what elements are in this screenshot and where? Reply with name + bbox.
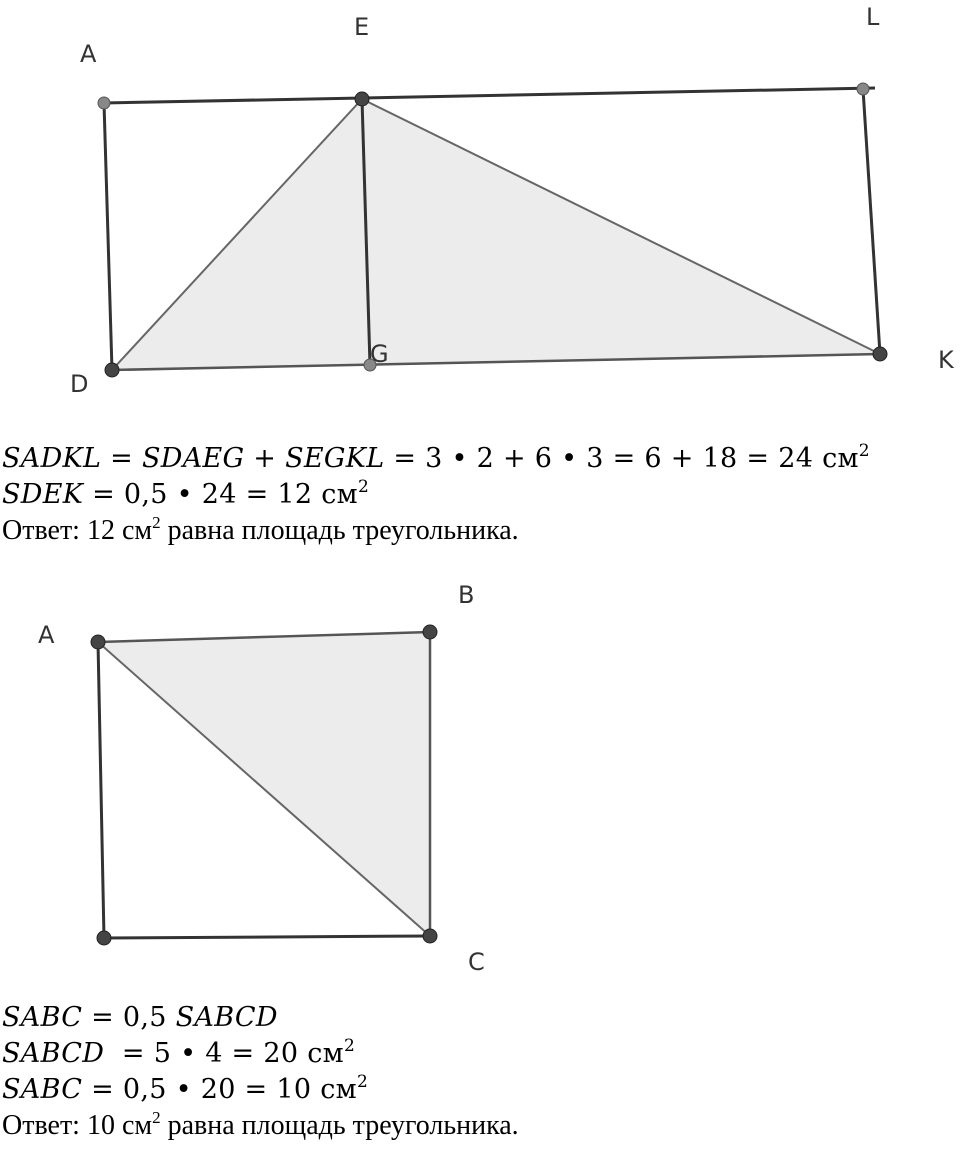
label-a: A [80,40,97,68]
solution-2 [2,1000,519,1144]
formula-unit: см [307,1038,344,1069]
unit-exponent: 2 [152,1108,161,1127]
formula-sabc-half [2,1000,519,1036]
point-a [98,97,110,109]
formula-term: SABCD [2,1038,105,1069]
label-g: G [370,340,389,368]
segment-bottom [104,936,430,938]
unit-exponent: 2 [152,513,161,532]
formula-value: = 3 • 2 + 6 • 3 = 6 + 18 = 24 [384,443,823,474]
formula-term: SABC [2,1002,83,1033]
formula-term: SDAEG [141,443,245,474]
label-a: A [38,621,55,649]
label-l: L [866,3,880,31]
formula-unit: см [822,443,859,474]
rectangle-adkl-figure [0,0,960,410]
point-d [97,931,111,945]
point-k [873,347,887,361]
formula-sabcd [2,1036,519,1072]
triangle-dek-fill [112,99,880,370]
point-l [857,83,869,95]
formula-value: = 5 • 4 = 20 [104,1038,308,1069]
formula-term: SADKL [2,443,102,474]
unit-exponent: 2 [343,1036,356,1056]
point-a [91,635,105,649]
answer-1 [2,513,870,549]
label-d: D [70,370,89,398]
square-abcd-figure [0,575,560,995]
answer-text: равна площадь треугольника. [160,1110,519,1141]
formula-term: SDEK [2,479,84,510]
segment-ad [104,103,112,370]
formula-value: = 0,5 • 24 = 12 [83,479,322,510]
formula-sadkl [2,441,870,477]
label-b: B [458,581,475,609]
answer-text: равна площадь треугольника. [160,515,519,546]
label-e: E [354,13,370,41]
formula-sdek [2,477,870,513]
point-c [423,929,437,943]
point-b [423,625,437,639]
formula-value: = 0,5 • 20 = 10 [82,1074,321,1105]
unit-exponent: 2 [356,1072,369,1092]
formula-operator: = [101,443,142,474]
answer-text: Ответ: 10 см [2,1110,153,1141]
label-k: K [938,346,954,374]
answer-2 [2,1108,519,1144]
formula-value: = 0,5 [82,1002,176,1033]
unit-exponent: 2 [858,441,870,461]
formula-sabc [2,1072,519,1108]
formula-term: SABC [2,1074,83,1105]
segment-lk [863,89,880,354]
triangle-abc-fill [98,632,430,936]
formula-operator: + [244,443,286,474]
solution-1 [2,441,870,549]
answer-text: Ответ: 12 см [2,515,153,546]
formula-unit: см [321,479,358,510]
segment-al [104,88,875,103]
formula-term: SABCD [175,1002,278,1033]
point-e [355,92,369,106]
formula-term: SEGKL [285,443,385,474]
point-d [105,363,119,377]
label-c: C [468,948,485,976]
segment-a-left [98,642,104,938]
formula-unit: см [320,1074,357,1105]
unit-exponent: 2 [357,477,370,497]
